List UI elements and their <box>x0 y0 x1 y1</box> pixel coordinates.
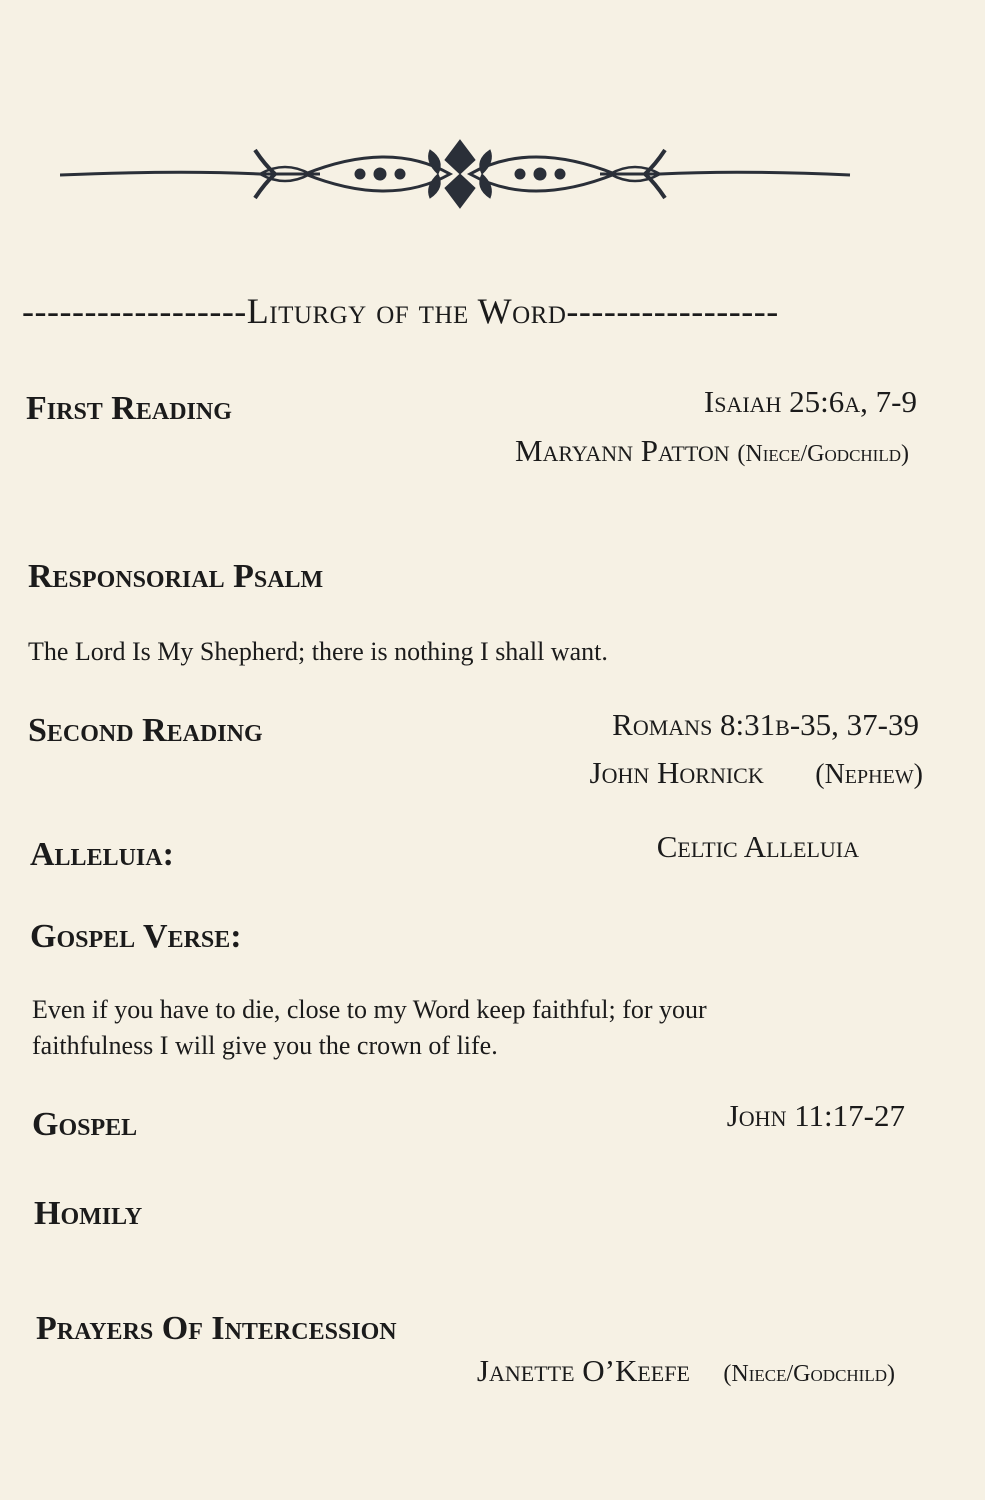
gospel-verse-heading: Gospel Verse: <box>30 918 242 955</box>
title-dashes-right: ----------------- <box>566 291 779 331</box>
reader-relation: (Niece/Godchild) <box>737 441 909 467</box>
gospel-verse-text <box>32 992 707 1064</box>
gospel-citation: John 11:17-27 <box>726 1098 905 1133</box>
prayers-reader <box>477 1353 895 1389</box>
reader-relation: (Nephew) <box>815 759 923 790</box>
reader-name: John Hornick <box>589 755 764 790</box>
first-reading-reader <box>515 433 909 469</box>
reader-name: Maryann Patton <box>514 433 730 468</box>
gospel-verse-line: faithfulness I will give you the crown of life. <box>32 1031 498 1060</box>
second-reading-citation: Romans 8:31b-35, 37-39 <box>612 707 919 742</box>
prayers-heading: Prayers Of Intercession <box>36 1310 397 1347</box>
section-title <box>22 290 892 332</box>
responsorial-psalm-text: The Lord Is My Shepherd; there is nothing I shall want. <box>28 637 608 666</box>
second-reading-reader <box>590 755 923 791</box>
page-title: Liturgy of the Word <box>246 291 567 331</box>
first-reading-citation: Isaiah 25:6a, 7-9 <box>703 384 917 419</box>
second-reading-heading: Second Reading <box>28 712 263 749</box>
alleluia-value: Celtic Alleluia <box>656 829 859 864</box>
gospel-verse-line: Even if you have to die, close to my Word keep faithful; for your <box>32 995 707 1024</box>
alleluia-heading: Alleluia: <box>30 836 174 873</box>
title-dashes-left: ------------------ <box>22 291 247 331</box>
responsorial-psalm-heading: Responsorial Psalm <box>28 558 324 595</box>
gospel-heading: Gospel <box>32 1106 138 1143</box>
first-reading-heading: First Reading <box>26 390 232 427</box>
reader-relation: (Niece/Godchild) <box>723 1361 895 1387</box>
homily-heading: Homily <box>34 1195 143 1232</box>
reader-name: Janette O’Keefe <box>476 1353 690 1388</box>
scroll-divider-ornament-icon <box>60 130 860 220</box>
